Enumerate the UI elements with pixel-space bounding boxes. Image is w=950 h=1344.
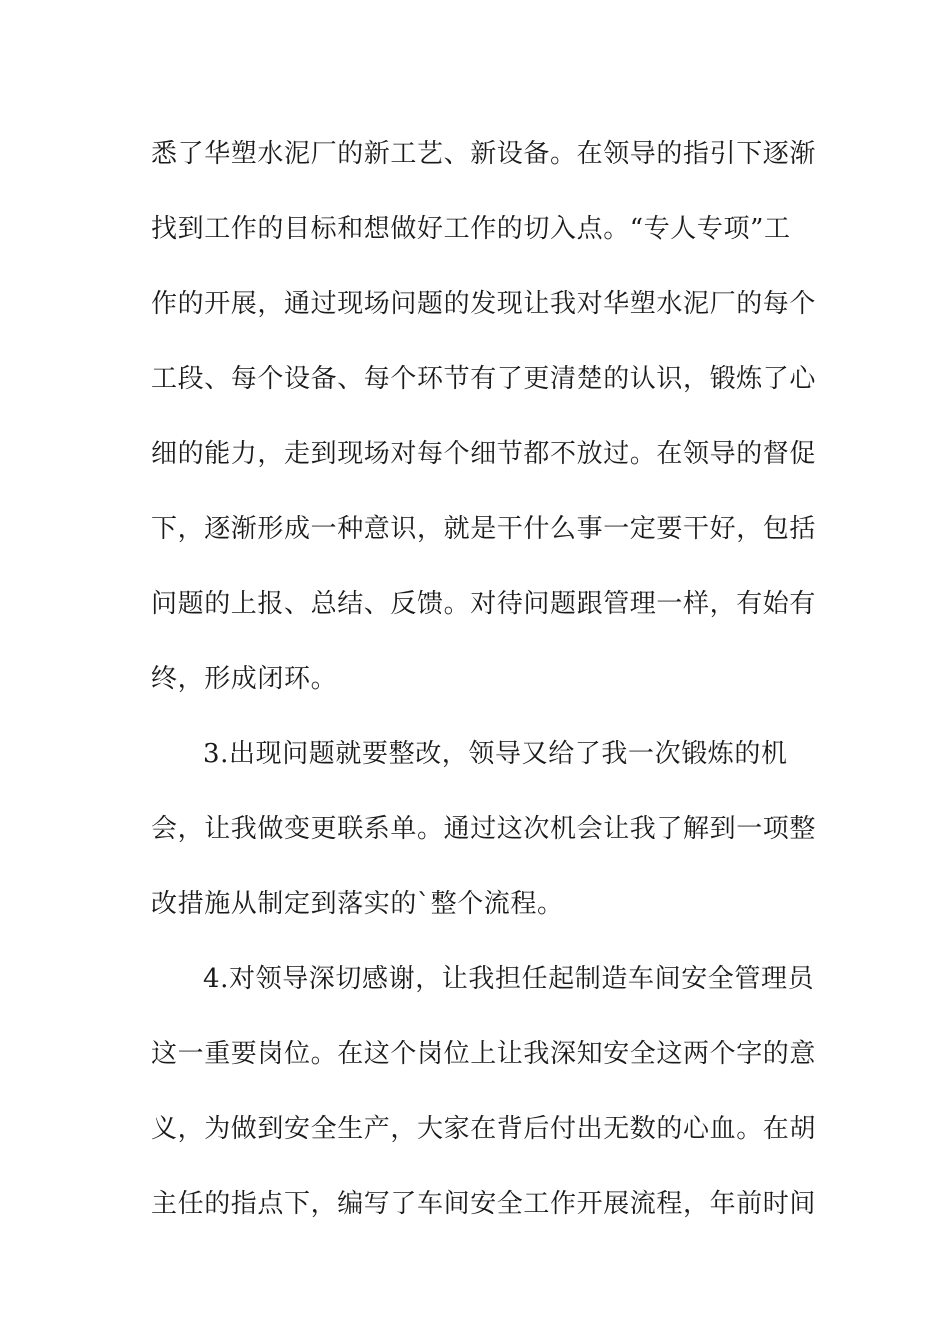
text-line: 会，让我做变更联系单。通过这次机会让我了解到一项整	[151, 814, 817, 844]
text-line: 工段、每个设备、每个环节有了更清楚的认识，锻炼了心	[151, 364, 817, 394]
paragraph-3-start: 3.出现问题就要整改，领导又给了我一次锻炼的机	[203, 739, 788, 769]
text-line: 义，为做到安全生产，大家在背后付出无数的心血。在胡	[151, 1114, 817, 1144]
text-line: 终，形成闭环。	[151, 664, 338, 694]
text-line: 改措施从制定到落实的`整个流程。	[151, 889, 564, 919]
text-line: 下，逐渐形成一种意识，就是干什么事一定要干好，包括	[151, 514, 817, 544]
text-line: 主任的指点下，编写了车间安全工作开展流程，年前时间	[151, 1189, 817, 1219]
text-line: 这一重要岗位。在这个岗位上让我深知安全这两个字的意	[151, 1039, 817, 1069]
paragraph-4-start: 4.对领导深切感谢，让我担任起制造车间安全管理员	[203, 964, 815, 994]
text-line: 作的开展，通过现场问题的发现让我对华塑水泥厂的每个	[151, 289, 817, 319]
text-line: 悉了华塑水泥厂的新工艺、新设备。在领导的指引下逐渐	[151, 139, 817, 169]
text-line: 找到工作的目标和想做好工作的切入点。“专人专项”工	[151, 214, 791, 244]
text-line: 问题的上报、总结、反馈。对待问题跟管理一样，有始有	[151, 589, 817, 619]
text-line: 细的能力，走到现场对每个细节都不放过。在领导的督促	[151, 439, 817, 469]
